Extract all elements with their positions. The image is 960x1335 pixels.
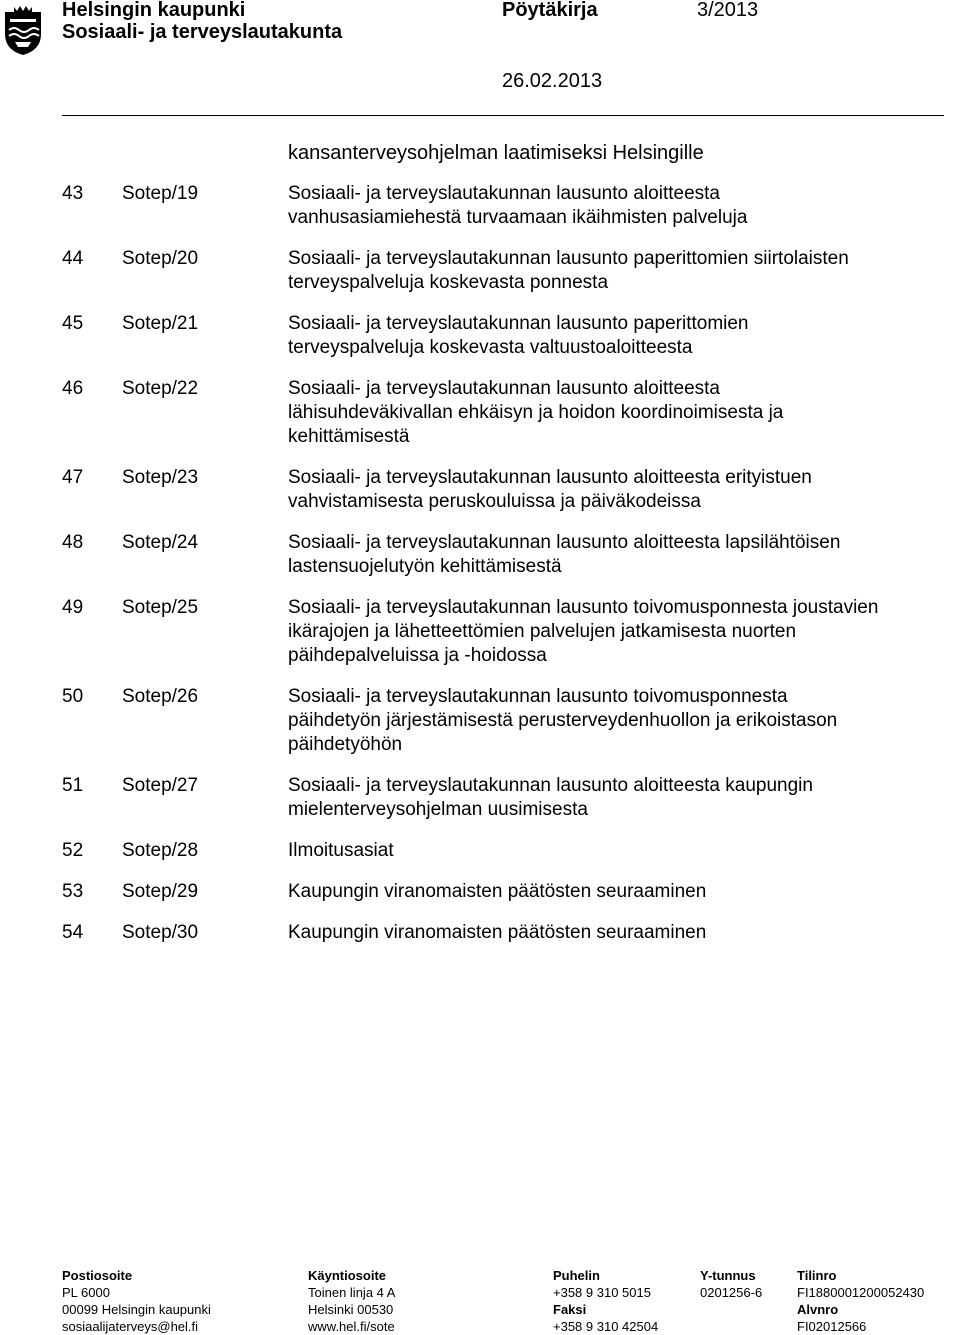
item-title-line: Sosiaali- ja terveyslautakunnan lausunto aloitteesta kaupungin [288, 775, 813, 796]
footer-label: Alvnro [797, 1302, 839, 1317]
footer-website: www.hel.fi/sote [308, 1319, 395, 1334]
header-divider [62, 115, 944, 116]
agenda-list [62, 182, 952, 962]
item-number: 53 [62, 881, 84, 902]
continued-item-title: kansanterveysohjelman laatimiseksi Helsingille [288, 142, 704, 164]
footer-label: Y-tunnus [700, 1268, 756, 1283]
item-title [288, 247, 952, 295]
item-code: Sotep/22 [122, 378, 199, 399]
item-title-line: Sosiaali- ja terveyslautakunnan lausunto aloitteesta erityistuen [288, 467, 812, 488]
item-number: 52 [62, 840, 84, 861]
item-title [288, 312, 952, 360]
agenda-item [62, 921, 952, 945]
item-title-line: terveyspalveluja koskevasta valtuustoaloitteesta [288, 337, 693, 358]
footer-label: Postiosoite [62, 1268, 133, 1283]
item-title-line: Sosiaali- ja terveyslautakunnan lausunto paperittomien [288, 313, 749, 334]
item-number: 44 [62, 248, 84, 269]
item-number: 45 [62, 313, 84, 334]
item-code: Sotep/20 [122, 248, 199, 269]
doc-type: Pöytäkirja [502, 0, 598, 21]
item-code: Sotep/19 [122, 183, 199, 204]
footer-business-id [700, 1267, 762, 1301]
item-title-line: vahvistamisesta peruskouluissa ja päiväkodeissa [288, 491, 701, 512]
item-title-line: vanhusasiamiehestä turvaamaan ikäihmisten palveluja [288, 207, 748, 228]
item-title-line: päihdetyön järjestämisestä perusterveydenhuollon ja erikoistason [288, 710, 838, 731]
item-title-line: lähisuhdeväkivallan ehkäisyn ja hoidon koordinoimisesta ja [288, 402, 784, 423]
item-number: 54 [62, 922, 84, 943]
item-title-line: päihdetyöhön [288, 734, 403, 755]
item-code: Sotep/21 [122, 313, 199, 334]
item-title-line: Kaupungin viranomaisten päätösten seuraaminen [288, 881, 707, 902]
item-title [288, 921, 952, 945]
item-title-line: Sosiaali- ja terveyslautakunnan lausunto toivomusponnesta joustavien [288, 597, 879, 618]
item-number: 51 [62, 775, 84, 796]
agenda-item [62, 312, 952, 360]
item-code: Sotep/27 [122, 775, 199, 796]
item-title [288, 839, 952, 863]
item-number: 48 [62, 532, 84, 553]
item-title [288, 531, 952, 579]
item-title-line: Kaupungin viranomaisten päätösten seuraaminen [288, 922, 707, 943]
item-title-line: Sosiaali- ja terveyslautakunnan lausunto aloitteesta [288, 378, 720, 399]
item-code: Sotep/24 [122, 532, 199, 553]
item-code: Sotep/26 [122, 686, 199, 707]
footer-value: +358 9 310 5015 [553, 1285, 651, 1300]
item-title-line: Sosiaali- ja terveyslautakunnan lausunto aloitteesta lapsilähtöisen [288, 532, 841, 553]
item-title [288, 774, 952, 822]
footer-value: Helsinki 00530 [308, 1302, 394, 1317]
footer-email: sosiaalijaterveys@hel.fi [62, 1319, 199, 1334]
item-number: 46 [62, 378, 84, 399]
agenda-item [62, 182, 952, 230]
agenda-item [62, 880, 952, 904]
item-number: 43 [62, 183, 84, 204]
helsinki-crest-icon [1, 4, 45, 56]
item-title-line: Ilmoitusasiat [288, 840, 394, 861]
item-code: Sotep/30 [122, 922, 199, 943]
meeting-date: 26.02.2013 [502, 70, 603, 92]
footer-label: Tilinro [797, 1268, 837, 1283]
doc-number: 3/2013 [697, 0, 759, 21]
agenda-item [62, 247, 952, 295]
agenda-item [62, 774, 952, 822]
footer-value: FI02012566 [797, 1319, 867, 1334]
item-title-line: kehittämisestä [288, 426, 410, 447]
item-number: 49 [62, 597, 84, 618]
item-title [288, 880, 952, 904]
footer-postal-address [62, 1267, 211, 1335]
footer-value: FI1880001200052430 [797, 1285, 925, 1300]
item-title [288, 466, 952, 514]
item-code: Sotep/29 [122, 881, 199, 902]
org-name: Helsingin kaupunki [62, 0, 246, 21]
footer-visiting-address [308, 1267, 395, 1335]
footer-value: +358 9 310 42504 [553, 1319, 659, 1334]
item-title [288, 596, 952, 668]
item-title-line: mielenterveysohjelman uusimisesta [288, 799, 588, 820]
agenda-item [62, 596, 952, 668]
footer-label: Faksi [553, 1302, 587, 1317]
committee-name: Sosiaali- ja terveyslautakunta [62, 21, 343, 43]
item-title-line: terveyspalveluja koskevasta ponnesta [288, 272, 609, 293]
footer-account [797, 1267, 924, 1335]
item-number: 50 [62, 686, 84, 707]
item-title [288, 685, 952, 757]
agenda-item [62, 466, 952, 514]
agenda-item [62, 685, 952, 757]
agenda-item [62, 839, 952, 863]
item-title-line: Sosiaali- ja terveyslautakunnan lausunto toivomusponnesta [288, 686, 788, 707]
footer-value: 0201256-6 [700, 1285, 763, 1300]
item-title-line: lastensuojelutyön kehittämisestä [288, 556, 562, 577]
footer-value: PL 6000 [62, 1285, 110, 1300]
item-code: Sotep/25 [122, 597, 199, 618]
footer-label: Käyntiosoite [308, 1268, 387, 1283]
item-title-line: Sosiaali- ja terveyslautakunnan lausunto paperittomien siirtolaisten [288, 248, 849, 269]
item-title [288, 182, 952, 230]
item-title [288, 377, 952, 449]
item-code: Sotep/23 [122, 467, 199, 488]
item-code: Sotep/28 [122, 840, 199, 861]
item-number: 47 [62, 467, 84, 488]
agenda-item [62, 377, 952, 449]
footer-phone [553, 1267, 658, 1335]
item-title-line: ikärajojen ja lähetteettömien palvelujen jatkamisesta nuorten [288, 621, 797, 642]
item-title-line: Sosiaali- ja terveyslautakunnan lausunto aloitteesta [288, 183, 720, 204]
footer-value: Toinen linja 4 A [308, 1285, 396, 1300]
item-title-line: päihdepalveluissa ja -hoidossa [288, 645, 547, 666]
agenda-item [62, 531, 952, 579]
footer-label: Puhelin [553, 1268, 600, 1283]
footer-value: 00099 Helsingin kaupunki [62, 1302, 211, 1317]
